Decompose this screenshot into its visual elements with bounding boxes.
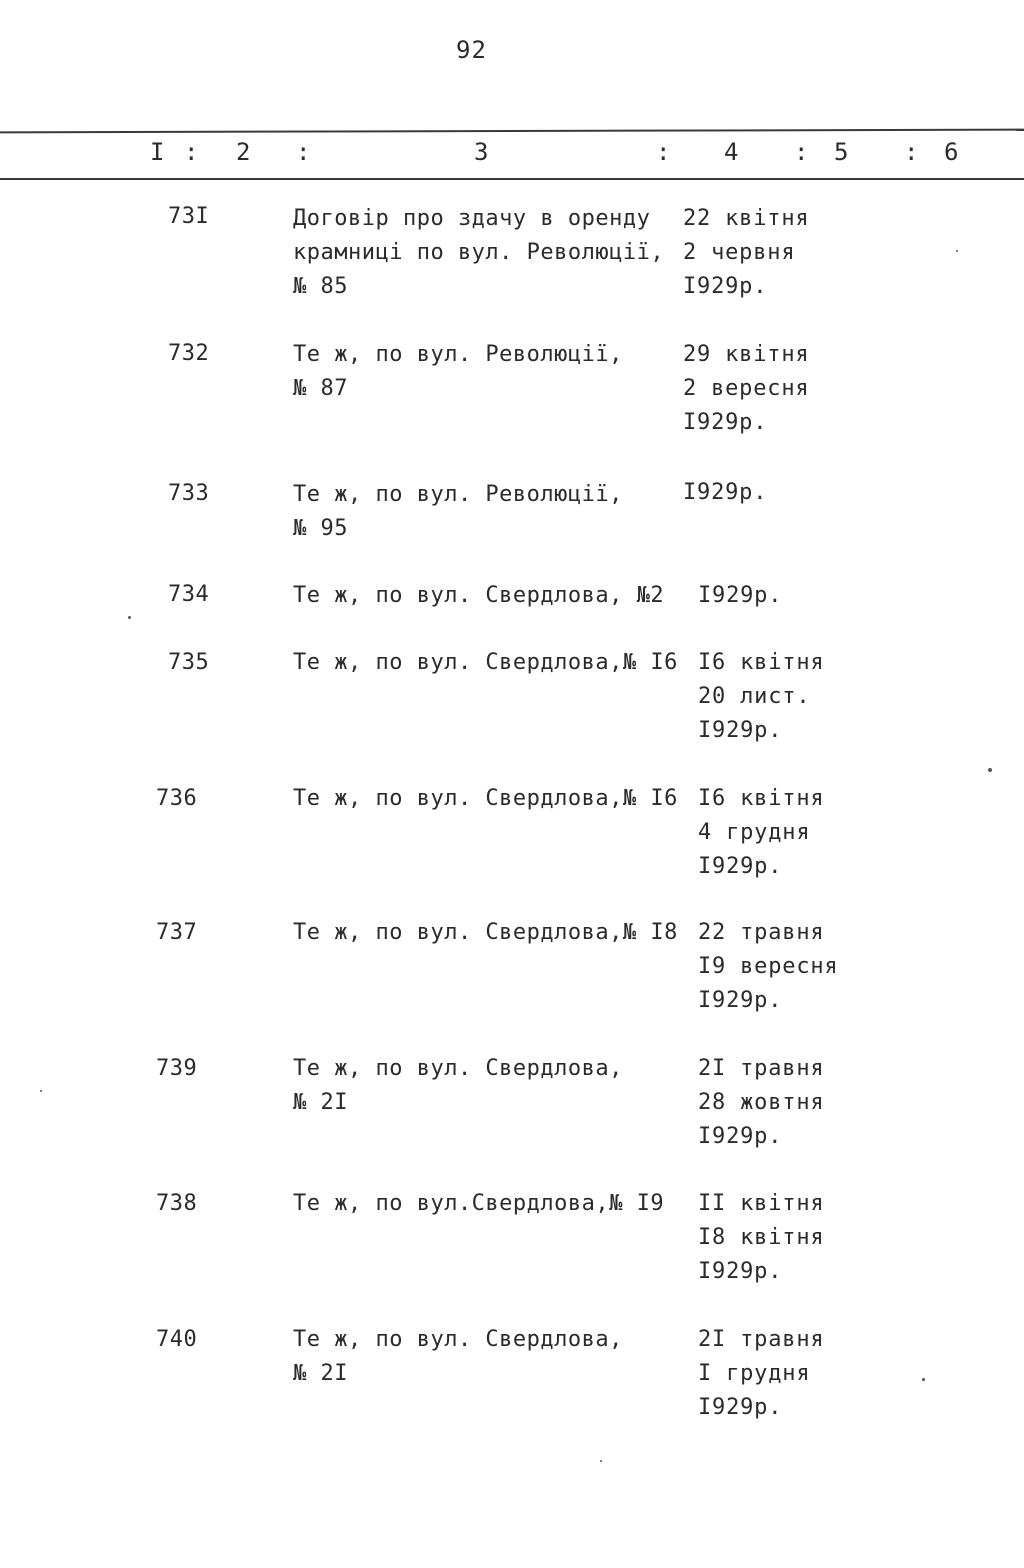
date-line: I6 квітня [698, 786, 825, 811]
date-line: I929р. [698, 583, 783, 608]
desc-line: Те ж, по вул. Свердлова, №2 [293, 583, 665, 608]
date-line: 4 грудня [698, 820, 811, 845]
date-line: II квітня [698, 1191, 825, 1216]
desc-line: № 2I [293, 1361, 348, 1386]
entry-dates [698, 1052, 824, 1154]
entry-number: 734 [168, 582, 210, 607]
scan-speck [40, 1090, 42, 1092]
column-header-1: I [150, 138, 165, 166]
entry-number: 732 [168, 341, 210, 366]
desc-line: Те ж, по вул. Свердлова, [293, 1327, 623, 1352]
desc-line: Те ж, по вул.Свердлова,№ I9 [293, 1191, 665, 1216]
date-line: I9 вересня [698, 954, 839, 979]
date-line: 2 червня [683, 240, 796, 265]
date-line: I929р. [698, 1124, 783, 1149]
entry-number: 735 [168, 650, 210, 675]
date-line: I929р. [698, 1259, 783, 1284]
scan-speck [956, 250, 958, 252]
date-line: 28 жовтня [698, 1090, 825, 1115]
column-separator: : [904, 138, 919, 166]
date-line: I929р. [698, 1395, 783, 1420]
entry-dates [698, 1187, 824, 1289]
entry-number: 737 [156, 920, 198, 945]
date-line: 2I травня [698, 1056, 825, 1081]
entry-description [293, 1187, 664, 1221]
entry-description [293, 338, 623, 406]
column-separator: : [794, 138, 809, 166]
date-line: I8 квітня [698, 1225, 825, 1250]
column-separator: : [184, 138, 199, 166]
column-header-3: 3 [474, 138, 489, 166]
entry-number: 736 [156, 786, 198, 811]
date-line: I929р. [698, 718, 783, 743]
entry-description [293, 1052, 623, 1120]
desc-line: № 85 [293, 274, 348, 299]
date-line: I929р. [698, 988, 783, 1013]
entry-number: 738 [156, 1191, 198, 1216]
entry-dates [683, 202, 809, 304]
entry-description [293, 202, 664, 304]
desc-line: Те ж, по вул. Свердлова,№ I6 [293, 650, 678, 675]
entry-dates [698, 1323, 824, 1425]
header-bottom-rule [0, 178, 1024, 180]
desc-line: Договір про здачу в оренду [293, 206, 651, 231]
desc-line: Те ж, по вул. Свердлова,№ I8 [293, 920, 678, 945]
column-header-6: 6 [944, 138, 959, 166]
entry-number: 740 [156, 1327, 198, 1352]
scan-speck [128, 616, 131, 619]
date-line: I6 квітня [698, 650, 825, 675]
desc-line: № 95 [293, 516, 348, 541]
header-top-rule [0, 129, 1024, 134]
entry-description [293, 646, 678, 680]
entry-number: 733 [168, 481, 210, 506]
column-separator: : [656, 138, 671, 166]
column-separator: : [296, 138, 311, 166]
date-line: I929р. [683, 480, 768, 505]
date-line: 2I травня [698, 1327, 825, 1352]
entry-dates [698, 579, 782, 613]
entry-dates [698, 782, 824, 884]
date-line: 20 лист. [698, 684, 811, 709]
scan-speck [600, 1460, 602, 1462]
date-line: 2 вересня [683, 376, 810, 401]
entry-number: 739 [156, 1056, 198, 1081]
desc-line: № 87 [293, 376, 348, 401]
desc-line: Те ж, по вул. Свердлова, [293, 1056, 623, 1081]
page-number: 92 [456, 36, 487, 64]
column-header-2: 2 [236, 138, 251, 166]
date-line: I929р. [683, 274, 768, 299]
date-line: I929р. [683, 410, 768, 435]
date-line: I грудня [698, 1361, 811, 1386]
entry-number: 73I [168, 204, 210, 229]
scan-speck [922, 1378, 925, 1381]
entry-description [293, 1323, 623, 1391]
date-line: 29 квітня [683, 342, 810, 367]
entry-description [293, 916, 678, 950]
entry-description [293, 782, 678, 816]
entry-description [293, 579, 664, 613]
entry-dates [683, 338, 809, 440]
column-header-4: 4 [724, 138, 739, 166]
entry-dates [698, 646, 824, 748]
date-line: I929р. [698, 854, 783, 879]
entry-dates [683, 476, 767, 510]
entry-dates [698, 916, 838, 1018]
entry-description [293, 478, 623, 546]
desc-line: Те ж, по вул. Свердлова,№ I6 [293, 786, 678, 811]
scan-speck [988, 768, 992, 772]
column-header-5: 5 [834, 138, 849, 166]
desc-line: Те ж, по вул. Революції, [293, 342, 623, 367]
desc-line: № 2I [293, 1090, 348, 1115]
date-line: 22 квітня [683, 206, 810, 231]
date-line: 22 травня [698, 920, 825, 945]
desc-line: крамниці по вул. Революції, [293, 240, 665, 265]
desc-line: Те ж, по вул. Революції, [293, 482, 623, 507]
